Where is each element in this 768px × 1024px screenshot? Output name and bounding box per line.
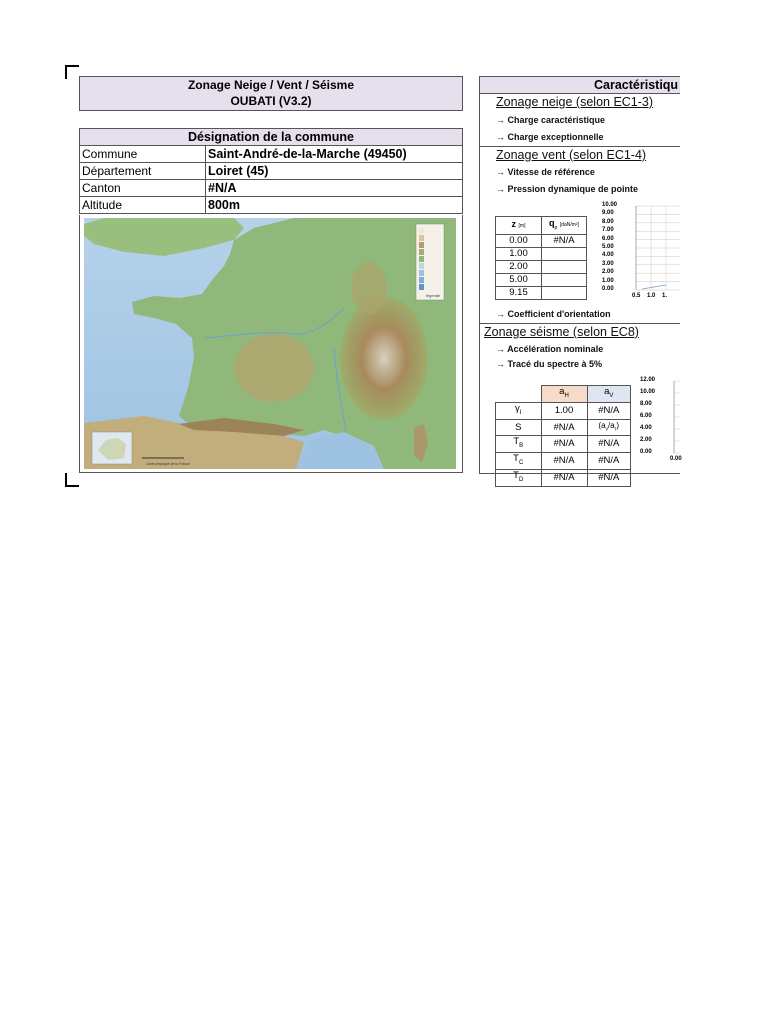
altitude-value: 800m <box>206 197 463 214</box>
q-value: #N/A <box>542 234 587 247</box>
z-value: 2.00 <box>496 260 542 273</box>
av-value: #N/A <box>587 470 631 487</box>
france-map-frame <box>79 215 463 473</box>
y-tick-label: 8.00 <box>602 218 614 225</box>
wind-section-title: Zonage vent (selon EC1-4) <box>496 148 647 162</box>
table-row <box>496 436 631 453</box>
snow-exceptional-load: → Charge exceptionnelle <box>496 132 604 142</box>
y-tick-label: 6.00 <box>602 235 614 242</box>
table-row <box>80 163 463 180</box>
ah-value: #N/A <box>541 470 587 487</box>
q-value <box>542 273 587 286</box>
crop-mark-top <box>65 65 79 79</box>
seismic-section-title: Zonage séisme (selon EC8) <box>484 325 639 339</box>
table-row <box>496 234 587 247</box>
seismic-chart-grid <box>674 381 680 453</box>
q-value <box>542 286 587 299</box>
map-legend-swatches <box>419 228 424 290</box>
ah-value: #N/A <box>541 436 587 453</box>
wind-pressure-chart <box>602 203 680 299</box>
q-value <box>542 260 587 273</box>
seismic-spectrum-chart <box>640 375 680 471</box>
seismic-nominal-acceleration: → Accélération nominale <box>496 344 604 354</box>
tc-label: $T_C$ <box>496 453 542 470</box>
wind-peak-pressure: → Pression dynamique de pointe <box>496 184 639 194</box>
s-label: S <box>496 419 542 436</box>
ah-column-header: $a_H$ <box>541 386 587 403</box>
divider <box>480 323 680 324</box>
document-title-box <box>79 76 463 111</box>
y-tick-label: 7.00 <box>602 227 614 234</box>
characteristics-heading-bar <box>480 77 680 94</box>
table-row <box>496 247 587 260</box>
seismic-spectrum-trace: → Tracé du spectre à 5% <box>496 359 603 369</box>
empty-header-cell <box>496 386 542 403</box>
table-row <box>496 260 587 273</box>
y-tick-label: 4.00 <box>602 252 614 259</box>
canton-value: #N/A <box>206 180 463 197</box>
characteristics-heading: Caractéristiqu <box>594 78 679 92</box>
gamma-label: $\gamma_I$ <box>496 402 542 419</box>
y-tick-label: 4.00 <box>640 425 652 431</box>
x-tick-label: 1.0 <box>647 293 656 299</box>
table-row <box>496 217 587 235</box>
q-column-header: $q_p$ [daN/m²] <box>542 217 587 235</box>
q-value <box>542 247 587 260</box>
table-row <box>496 286 587 299</box>
table-row <box>496 386 631 403</box>
departement-label: Département <box>80 163 206 180</box>
y-tick-label: 0.00 <box>640 449 652 455</box>
z-value: 0.00 <box>496 234 542 247</box>
crop-mark-bottom <box>65 473 79 487</box>
table-row <box>80 197 463 214</box>
alps-relief <box>340 296 428 420</box>
td-label: $T_D$ <box>496 470 542 487</box>
canton-label: Canton <box>80 180 206 197</box>
z-value: 9.15 <box>496 286 542 299</box>
av-value: #N/A <box>587 402 631 419</box>
table-row <box>80 146 463 163</box>
y-tick-label: 3.00 <box>602 260 614 267</box>
y-tick-label: 2.00 <box>602 269 614 276</box>
x-tick-label: 0.00 <box>670 456 682 462</box>
x-tick-label: 1. <box>662 293 668 299</box>
av-ratio-value: $(a_v/a_r)$ <box>587 419 631 436</box>
y-tick-label: 12.00 <box>640 377 656 383</box>
z-column-header: z [m] <box>496 217 542 235</box>
ah-value: #N/A <box>541 419 587 436</box>
ah-value: 1.00 <box>541 402 587 419</box>
y-tick-label: 10.00 <box>640 389 656 395</box>
characteristics-panel <box>479 76 682 484</box>
france-relief-map <box>84 218 456 469</box>
map-scale-caption: Carte physique de la France <box>146 462 190 466</box>
wind-chart-grid <box>636 206 680 290</box>
y-tick-label: 2.00 <box>640 437 652 443</box>
massif-central-relief <box>234 334 314 402</box>
y-tick-label: 6.00 <box>640 413 652 419</box>
av-value: #N/A <box>587 436 631 453</box>
wind-orientation-coefficient: → Coefficient d'orientation <box>496 309 611 319</box>
table-row <box>496 453 631 470</box>
departement-value: Loiret (45) <box>206 163 463 180</box>
wind-reference-speed: → Vitesse de référence <box>496 167 595 177</box>
seismic-parameters-table <box>495 385 631 487</box>
y-tick-label: 5.00 <box>602 244 614 250</box>
z-value: 5.00 <box>496 273 542 286</box>
x-tick-label: 0.5 <box>632 293 641 299</box>
vosges-relief <box>351 262 387 314</box>
av-value: #N/A <box>587 453 631 470</box>
ah-value: #N/A <box>541 453 587 470</box>
snow-characteristic-load: → Charge caractéristique <box>496 115 606 125</box>
table-row <box>80 180 463 197</box>
commune-label: Commune <box>80 146 206 163</box>
y-tick-label: 8.00 <box>640 401 652 407</box>
map-legend-caption: légende <box>426 293 441 298</box>
table-row <box>496 470 631 487</box>
y-tick-label: 0.00 <box>602 286 614 292</box>
av-column-header: $a_V$ <box>587 386 631 403</box>
document-title: Zonage Neige / Vent / Séisme <box>187 78 355 92</box>
designation-heading: Désignation de la commune <box>80 129 463 146</box>
table-row <box>496 419 631 436</box>
y-tick-label: 9.00 <box>602 210 614 217</box>
snow-section-title: Zonage neige (selon EC1-3) <box>496 95 654 109</box>
table-row <box>496 402 631 419</box>
document-subtitle: OUBATI (V3.2) <box>230 94 312 108</box>
y-tick-label: 1.00 <box>602 277 614 284</box>
designation-table <box>79 128 463 214</box>
altitude-label: Altitude <box>80 197 206 214</box>
y-tick-label: 10.00 <box>602 202 618 208</box>
table-row <box>496 273 587 286</box>
tb-label: $T_B$ <box>496 436 542 453</box>
wind-pressure-table <box>495 216 587 300</box>
z-value: 1.00 <box>496 247 542 260</box>
wind-chart-plot <box>602 203 680 299</box>
wind-chart-series-line <box>642 285 666 289</box>
divider <box>480 146 680 147</box>
commune-value: Saint-André-de-la-Marche (49450) <box>206 146 463 163</box>
